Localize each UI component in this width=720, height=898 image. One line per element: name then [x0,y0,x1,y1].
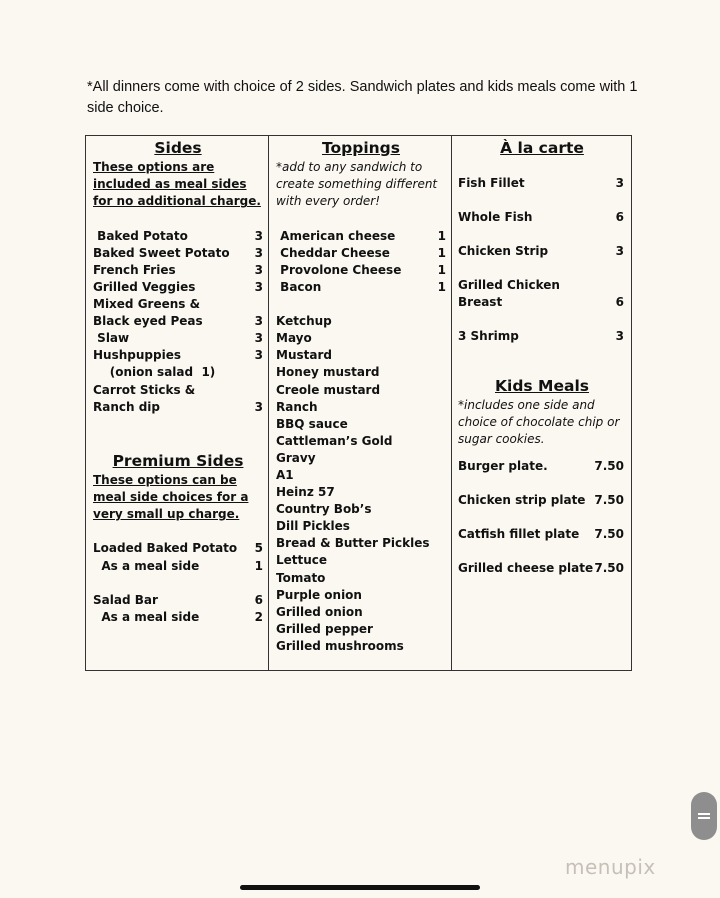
topping-item [276,450,446,467]
alacarte-item [458,175,626,192]
item-name: Gravy [276,450,316,465]
item-price: 1 [254,558,263,573]
alacarte-list [458,175,626,345]
topping-item [276,330,446,347]
toppings-free-list [276,313,446,655]
topping-item [276,279,446,296]
side-item [93,313,263,330]
alacarte-item [458,328,626,345]
item-name: Country Bob’s [276,502,372,517]
item-name: Burger plate. [458,458,548,473]
premium-side-item [93,575,263,592]
kids-item [458,492,626,509]
kids-title: Kids Meals [495,377,589,395]
kids-item [458,526,626,543]
item-name: Mayo [276,331,312,346]
item-name: Purple onion [276,587,362,602]
item-price: 7.50 [594,458,624,473]
item-name: Honey mustard [276,365,380,380]
topping-item [276,587,446,604]
side-item [93,296,263,313]
kids-item [458,458,626,475]
item-name: Creole mustard [276,382,381,397]
alacarte-item [458,243,626,260]
topping-item [276,484,446,501]
item-name: Grilled pepper [276,621,373,636]
premium-sides-list [93,540,263,625]
item-name: French Fries [93,262,176,277]
item-price: 7.50 [594,526,624,541]
topping-item [276,638,446,655]
item-name: Fish Fillet [458,176,525,190]
item-price: 1 [437,262,446,277]
topping-item [276,552,446,569]
topping-item [276,570,446,587]
item-name: Tomato [276,570,326,585]
item-name: Hushpuppies [93,348,181,363]
item-name: Bacon [276,279,322,294]
item-line [458,209,626,226]
item-price: 2 [254,609,263,624]
item-price: 7.50 [594,492,624,507]
item-name: Mustard [276,348,332,363]
item-price: 3 [615,244,624,258]
alacarte-item [458,209,626,226]
premium-sides-description: These options can be meal side choices for a very small up charge. [93,472,249,522]
item-name: As a meal side [93,558,200,573]
topping-item [276,245,446,262]
item-name: Chicken strip plate [458,492,586,507]
alacarte-item [458,277,626,311]
item-name: Chicken Strip [458,244,549,258]
item-name-cont: Breast [458,295,503,309]
side-item [93,399,263,416]
toppings-column [269,136,452,670]
toppings-description: *add to any sandwich to create something different with every order! [276,160,438,209]
item-name: Carrot Sticks & [93,382,196,397]
toppings-title: Toppings [321,139,401,157]
item-price: 5 [254,541,263,556]
topping-item [276,347,446,364]
item-line [458,328,626,345]
item-name: Grilled Veggies [93,279,196,294]
topping-item [276,382,446,399]
topping-item [276,433,446,450]
premium-side-item [93,609,263,626]
item-price: 6 [615,210,624,224]
item-price: 3 [615,176,624,190]
item-price: 6 [615,295,624,309]
item-name: Grilled onion [276,604,363,619]
side-item [93,245,263,262]
topping-item [276,501,446,518]
item-name: Ranch dip [93,399,161,414]
topping-item [276,228,446,245]
item-price: 3 [615,329,624,343]
item-name: Baked Sweet Potato [93,245,230,260]
item-name: Catfish fillet plate [458,526,580,541]
item-price: 3 [254,314,263,329]
scroll-handle[interactable] [691,792,717,840]
alacarte-title: À la carte [500,139,584,157]
item-name: Provolone Cheese [276,262,402,277]
item-name: Bread & Butter Pickles [276,536,430,551]
sides-column [86,136,269,670]
premium-side-item [93,558,263,575]
item-price: 3 [254,279,263,294]
topping-item [276,535,446,552]
item-name: As a meal side [93,609,200,624]
item-price: 1 [437,279,446,294]
item-price: 3 [254,399,263,414]
menu-table [85,135,632,671]
item-name: Slaw [93,331,130,346]
item-name: Cattleman’s Gold [276,433,393,448]
side-item [93,382,263,399]
toppings-priced-list [276,228,446,296]
item-price: 3 [254,348,263,363]
item-name: Ketchup [276,314,332,329]
item-price: 3 [254,262,263,277]
alacarte-column [452,136,631,670]
item-name: Baked Potato [93,228,188,243]
item-name: Mixed Greens & [93,297,201,312]
topping-item [276,467,446,484]
item-price: 1 [437,228,446,243]
sides-list [93,228,263,416]
item-price: 1 [437,245,446,260]
item-name: Ranch [276,399,318,414]
item-line [458,175,626,192]
item-line [458,294,626,311]
topping-item [276,604,446,621]
item-name: Loaded Baked Potato [93,541,238,556]
item-name: Salad Bar [93,592,158,607]
item-name: Grilled Chicken [458,278,560,292]
item-line [458,243,626,260]
item-name: BBQ sauce [276,416,348,431]
item-name: (onion salad 1) [93,365,216,380]
side-item [93,262,263,279]
item-name: Dill Pickles [276,519,350,534]
item-name: American cheese [276,228,396,243]
item-price: 7.50 [594,560,624,575]
sides-title: Sides [154,139,202,157]
sides-description: These options are included as meal sides for no additional charge. [93,160,261,209]
menupix-watermark: menupix [565,855,656,879]
kids-list [458,458,626,577]
item-price: 3 [254,245,263,260]
side-item [93,228,263,245]
item-price: 3 [254,331,263,346]
item-name: Grilled mushrooms [276,638,404,653]
item-name: Whole Fish [458,210,533,224]
topping-item [276,621,446,638]
item-name: Black eyed Peas [93,314,203,329]
premium-side-item [93,540,263,557]
kids-item [458,560,626,577]
topping-item [276,518,446,535]
side-item [93,364,263,381]
side-item [93,347,263,364]
topping-item [276,262,446,279]
item-name: Lettuce [276,553,328,568]
item-name: Cheddar Cheese [276,245,390,260]
item-price: 3 [254,228,263,243]
premium-sides-title: Premium Sides [112,451,244,470]
topping-item [276,313,446,330]
item-price: 6 [254,592,263,607]
side-item [93,330,263,347]
topping-item [276,416,446,433]
item-name: A1 [276,468,294,483]
dinner-note: *All dinners come with choice of 2 sides. Sandwich plates and kids meals come with 1 side choice. [87,79,638,116]
premium-side-item [93,592,263,609]
topping-item [276,364,446,381]
topping-item [276,399,446,416]
item-name: 3 Shrimp [458,329,519,343]
item-name: Grilled cheese plate [458,560,594,575]
item-name: Heinz 57 [276,485,335,500]
side-item [93,279,263,296]
kids-description: *includes one side and choice of chocolate chip or sugar cookies. [458,398,620,447]
home-indicator-bar[interactable] [240,885,480,890]
